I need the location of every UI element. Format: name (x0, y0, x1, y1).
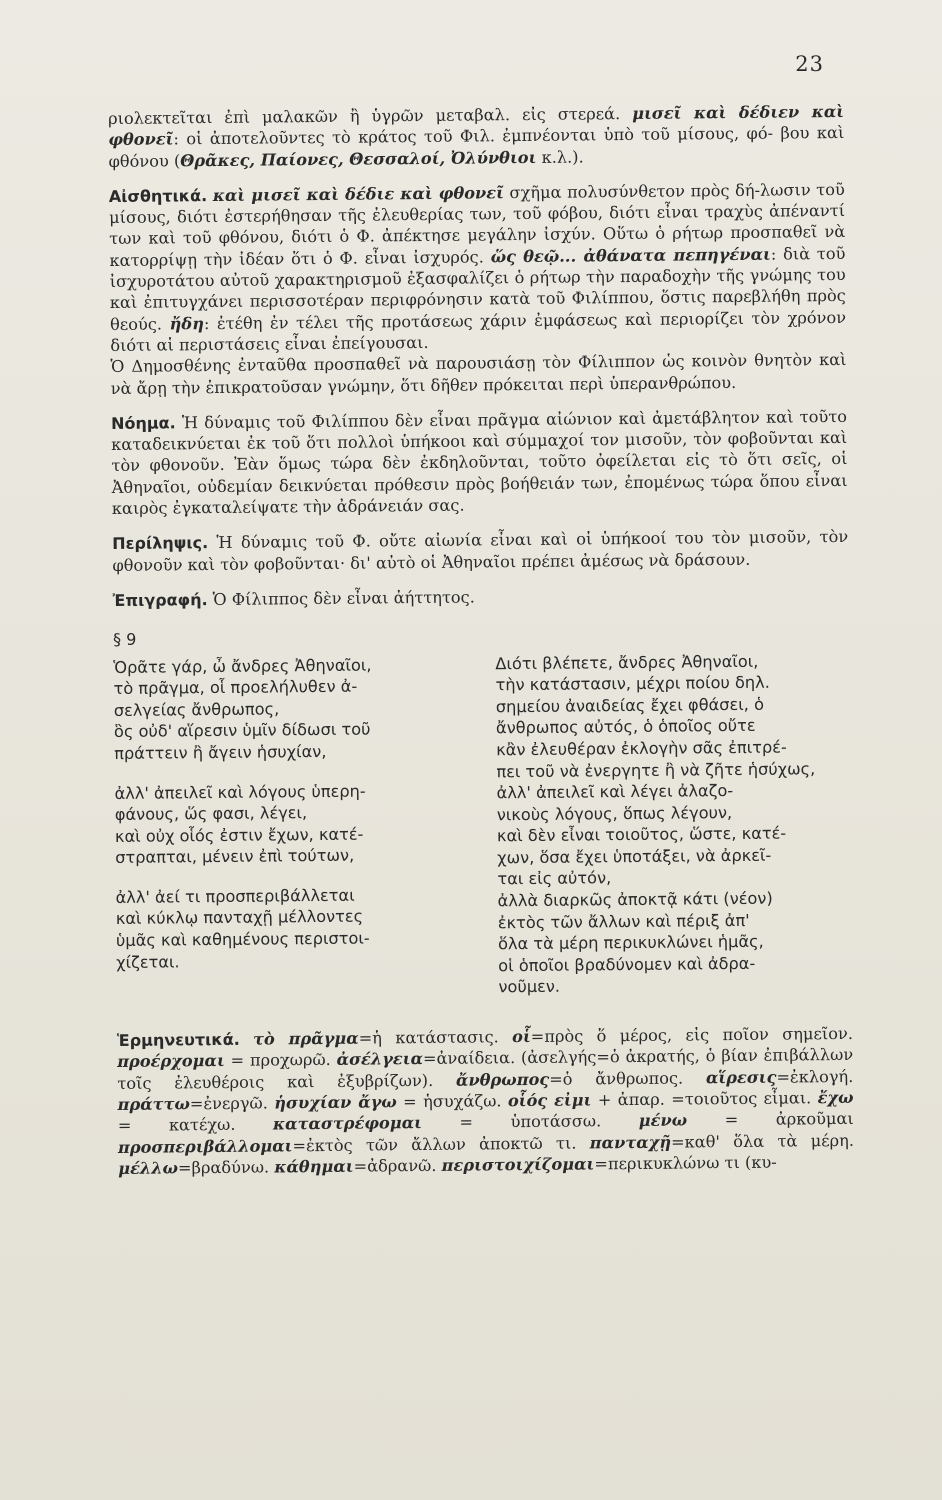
hermeneutic-section (117, 1023, 854, 1179)
text-line: Διότι βλέπετε, ἄνδρες Ἀθηναῖοι, (495, 651, 759, 673)
aesthetic-text-1: σχῆμα πολυσύνθετον πρὸς δή-λωσιν τοῦ μίσους, διότι ἐστερήθησαν τῆς ἐλευθερίας των, τοῦ φόβου, διότι εἶναι τραχὺς ἀπέναντί των καὶ τοῦ φθόνου, διότι ὁ Φ. ἀπέκτησε μεγάλην ἰσχύν. Οὕτω ὁ ρήτωρ προσπαθεῖ νὰ κατορρίψῃ τὴν ἰδέαν ὅτι ὁ Φ. εἶναι ἰσχυρός. (108, 179, 846, 270)
text-line: ὃς οὐδ' αἵρεσιν ὑμῖν δίδωσι τοῦ (113, 719, 371, 742)
text-line: καὶ οὐχ οἷός ἐστιν ἔχων, κατέ- (114, 824, 364, 846)
glossary-definition: =ὁ ἄνθρωπος. (549, 1067, 707, 1089)
modern-greek-column (495, 649, 852, 1016)
intro-text-2: : οἱ ἀποτελοῦντες τὸ κράτος τοῦ Φιλ. ἐμπνέονται ὑπὸ τοῦ μίσους, φό- (173, 123, 774, 149)
noima-heading: Νόημα. (110, 413, 176, 433)
glossary-definition: =ἡ κατάστασις. (358, 1027, 513, 1048)
glossary-term: αἵρεσις (705, 1067, 777, 1087)
glossary-definition: =βραδύνω. (177, 1157, 275, 1178)
text-line: τὴν κατάστασιν, μέχρι ποίου δηλ. (495, 672, 770, 695)
text-line: πράττειν ἢ ἄγειν ἡσυχίαν, (114, 741, 327, 763)
text-line: οἱ ὁποῖοι βραδύνομεν καὶ ἀδρα- (498, 953, 756, 976)
perilipsis-heading: Περίληψις. (112, 533, 209, 554)
aesthetic-quote: καὶ μισεῖ καὶ δέδιε καὶ φθονεῖ (212, 183, 504, 205)
noima-section (111, 406, 848, 520)
text-line: καὶ δὲν εἶναι τοιοῦτος, ὥστε, κατέ- (496, 823, 787, 846)
glossary-term: μένω (638, 1110, 688, 1131)
aesthetic-quote-2: ὥς θεῷ... ἀθάνατα πεπηγέναι (490, 244, 771, 267)
glossary-term: ἡσυχίαν ἄγω (274, 1092, 397, 1113)
glossary-term: περιστοιχίζομαι (441, 1154, 595, 1175)
text-line: ἀλλὰ διαρκῶς ἀποκτᾷ κάτι (νέον) (497, 888, 773, 911)
glossary-definition: =πρὸς ὅ μέρος, εἰς ποῖον σημεῖον. (530, 1023, 854, 1047)
text-line: ἄνθρωπος αὐτός, ὁ ὁποῖος οὔτε (495, 716, 756, 738)
text-line: πει τοῦ νὰ ἐνεργητε ἢ νὰ ζῆτε ἡσύχως, (496, 758, 816, 781)
aesthetic-text-2: : διὰ τοῦ ἰσχυροτάτου αὐτοῦ χαρακτηρισμοῦ ἐξασφαλίζει ὁ ρήτωρ τὴν παραδοχὴν τῆς γνώμης του καὶ ἐπιτυγχάνει περισσοτέραν περιφρόνησιν κατὰ τοῦ Φιλίππου, ὅστις παρεβλήθη πρὸς θεούς. (109, 243, 846, 334)
text-line: νικοὺς λόγους, ὅπως λέγουν, (496, 802, 733, 824)
modern-translation (495, 649, 852, 998)
glossary-definition: =ἐκτὸς τῶν ἄλλων ἀποκτῶ τι. (292, 1132, 590, 1155)
glossary-definition: = κατέχω. (117, 1114, 274, 1136)
text-line: ὑμᾶς καὶ καθημένους περιστοι- (115, 928, 370, 951)
text-line: σημείου ἀναιδείας ἔχει φθάσει, ὁ (495, 694, 765, 717)
glossary-term: προέρχομαι (117, 1051, 225, 1072)
epigraphi-section (113, 583, 849, 611)
glossary-definition: = ἀρκοῦμαι (686, 1109, 854, 1130)
glossary-term: μέλλω (118, 1158, 179, 1178)
glossary-term: ἀσέλγεια (336, 1049, 424, 1070)
page-number: 23 (795, 52, 824, 76)
ancient-stanza-2 (114, 779, 469, 869)
glossary-definition: =ἀδρανῶ. (353, 1155, 442, 1176)
glossary-term: ἄνθρωπος (455, 1069, 550, 1090)
aesthetic-quote-3: ἤδη (169, 313, 205, 334)
aesthetic-text-4: Ὁ Δημοσθένης ἐνταῦθα προσπαθεῖ νὰ παρουσιάσῃ τὸν Φίλιππον ὡς κοινὸν θνητὸν καὶ νὰ ἄρῃ τὴν ἐπικρατοῦσαν γνώμην, ὅτι δῆθεν πρόκειται περὶ ὑπερανθρώπου. (110, 350, 847, 398)
glossary-definition: =ἐνεργῶ. (189, 1093, 275, 1114)
intro-text-3: βου καὶ φθόνου ( (108, 123, 845, 171)
text-line: φάνους, ὥς φασι, λέγει, (114, 803, 308, 825)
aesthetic-text-3: : ἐτέθη ἐν τέλει τῆς προτάσεως χάριν ἐμφάσεως καὶ περιορίζει τὸν χρόνον διότι αἱ περιστάσεις εἶναι ἐπείγουσαι. (110, 307, 847, 355)
text-line: Ὁρᾶτε γάρ, ὦ ἄνδρες Ἀθηναῖοι, (113, 655, 372, 677)
ancient-stanza-1 (113, 653, 468, 764)
glossary-definition: = προχωρῶ. (224, 1050, 337, 1071)
glossary-term: καταστρέφομαι (272, 1113, 423, 1134)
glossary-term: οἷ (512, 1027, 531, 1047)
intro-quote: μισεῖ καὶ δέδιεν καὶ (632, 101, 845, 123)
epigraphi-heading: Ἐπιγραφή. (112, 590, 208, 610)
perilipsis-text: Ἡ δύναμις τοῦ Φ. οὔτε αἰωνία εἶναι καὶ οἱ ὑπήκοοί του τὸν μισοῦν, τὸν φθονοῦν καὶ τὸν φοβοῦνται· δι' αὐτὸ οἱ Ἀθηναῖοι πρέπει ἀμέσως νὰ δράσουν. (112, 527, 849, 575)
aesthetic-section (109, 179, 847, 399)
text-line: ὅλα τὰ μέρη περικυκλώνει ἡμᾶς, (497, 931, 764, 954)
text-line: στραπται, μένειν ἐπὶ τούτων, (115, 845, 355, 868)
text-line: χων, ὅσα ἔχει ὑποτάξει, νὰ ἀρκεῖ- (497, 845, 772, 868)
glossary-term: ἔχω (817, 1087, 854, 1108)
ancient-stanza-3 (115, 883, 470, 973)
text-line: χίζεται. (116, 952, 180, 972)
glossary-term: τὸ πρᾶγμα (253, 1028, 359, 1049)
glossary-definition: =ἀναίδεια. (ἀσελγής=ὁ ἀκρατής, ὁ βίαν ἐπιβάλλων τοῖς ἐλευθέροις καὶ ἐξυβρίζων). (117, 1045, 854, 1093)
page-body (108, 101, 854, 1193)
text-line: τὸ πρᾶγμα, οἷ προελήλυθεν ἀ- (113, 676, 358, 699)
text-line: ἀλλ' ἀπειλεῖ καὶ λόγους ὑπερη- (114, 781, 366, 803)
text-line: καὶ κύκλῳ πανταχῇ μέλλοντες (115, 907, 364, 929)
intro-text-end: κ.λ.). (536, 147, 584, 167)
glossary-term: οἷός εἰμι (507, 1090, 592, 1111)
parallel-text (113, 649, 852, 1020)
intro-quote-2: φθονεῖ (108, 129, 174, 150)
text-line: νοῦμεν. (498, 977, 561, 997)
hermeneutic-heading: Ἑρμηνευτικά. (116, 1029, 240, 1050)
glossary-term: κάθημαι (274, 1156, 354, 1177)
glossary-definition: + ἀπαρ. =τοιοῦτος εἶμαι. (591, 1088, 818, 1110)
text-line: ἀλλ' ἀπειλεῖ καὶ λέγει ἀλαζο- (496, 781, 734, 803)
glossary-definition: =ἐκλογή. (776, 1066, 854, 1087)
intro-paragraph (108, 101, 845, 172)
aesthetic-heading: Αἰσθητικά. (108, 185, 208, 206)
text-line: σελγείας ἄνθρωπος, (113, 699, 280, 720)
glossary-term: προσπεριβάλλομαι (117, 1135, 293, 1157)
glossary-definition: =καθ' ὅλα τὰ μέρη. (670, 1130, 855, 1152)
text-line: ἐκτὸς τῶν ἄλλων καὶ πέριξ ἀπ' (497, 910, 750, 932)
intro-text: ριολεκτεῖται ἐπὶ μαλακῶν ἢ ὑγρῶν μεταβαλ. εἰς στερεά. (108, 104, 621, 128)
section-mark: § 9 (113, 629, 137, 650)
epigraphi-text: Ὁ Φίλιππος δὲν εἶναι ἀήττητος. (207, 587, 475, 610)
glossary-term: πανταχῇ (589, 1132, 672, 1152)
glossary-term: πράττω (117, 1094, 190, 1114)
ancient-greek-column (113, 653, 470, 1020)
perilipsis-section (112, 526, 848, 576)
glossary-definition: =περικυκλώνω τι (κυ- (594, 1152, 777, 1174)
intro-peoples: Θρᾶκες, Παίονες, Θεσσαλοί, Ὀλύνθιοι (180, 147, 537, 170)
noima-text: Ἡ δύναμις τοῦ Φιλίππου δὲν εἶναι πρᾶγμα αἰώνιον καὶ ἀμετάβλητον καὶ τοῦτο καταδεικνύεται ἐκ τοῦ ὅτι πολλοὶ ὑπήκοοι καὶ σύμμαχοί τον μισοῦν, τὸν φοβοῦνται καὶ τὸν φθονοῦν. Ἐὰν ὅμως τώρα δὲν ἐκδηλοῦνται, τοῦτο ὀφείλεται εἰς τὸ ὅτι σεῖς, οἱ Ἀθηναῖοι, οὐδεμίαν δεικνύεται πρόθεσιν πρὸς βοήθειάν των, ἐπομένως τώρα ὅπου εἶναι καιρὸς ἐγκαταλείψατε τὴν ἀδράνειάν σας. (111, 406, 848, 519)
text-line: ται εἰς αὐτόν, (497, 868, 612, 889)
text-line: ἀλλ' ἀεί τι προσπεριβάλλεται (115, 885, 355, 907)
text-line: κἂν ἐλευθέραν ἐκλογὴν σᾶς ἐπιτρέ- (496, 737, 787, 760)
glossary-definition: = ἡσυχάζω. (396, 1091, 508, 1112)
glossary-definition: = ὑποτάσσω. (421, 1111, 639, 1133)
